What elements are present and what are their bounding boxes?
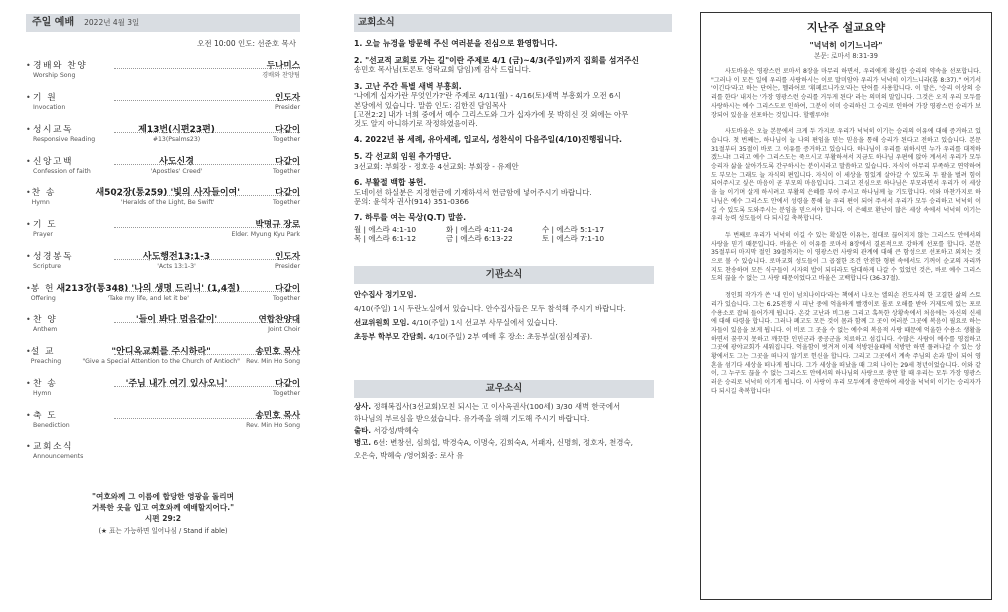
item-leader-ko: 다같이 [275,283,300,294]
item-name-ko: 신앙고백 [33,156,73,167]
item-name-ko: 성시교독 [33,124,73,135]
worship-header [26,14,300,32]
members-line-title: 상사. [354,401,372,411]
item-name-en: Scripture [33,262,62,270]
item-name-ko: 경배와 찬양 [33,61,88,72]
item-detail-ko: 사도행전13:1-3 [142,251,211,262]
sermon-summary [700,12,992,600]
item-detail-ko: "안디옥교회를 주시하라" [111,347,211,358]
sermon-paragraph: 사도바울은 영광스런 로마서 8장을 마무리 하면서, 우리에게 확실한 승리의 약속을 선포합니다. "그러나 이 모든 일에 우리를 사랑하시는 이로 말미암아 우리가 넉넉히 이기느니라(롬 8:37)." 여기서 '이긴다'라고 하는 단어는, 헬라어로 '휘페르니카오'라는 단어를 사용합니다. 이 말은, '승리 이상의 승리를 한다' 내지는 '가장 영광스런 승리를 거두게 된다' 라는 의미의 말입니다. 그것은 오직 우리 모두를 사랑하시는 예수 그리스도로 인하여, 그분이 이미 승리하신 그 승리로 인하여 가장 영광스런 승리가 보장되어 있음을 선포하는 것입니다. 할렐루야! [711,67,981,119]
institution-line-text: 4/10(주일) 2부 예배 후 장소: 초등부실(점심제공). [426,332,593,342]
item-name-en: Benediction [33,421,70,429]
members-line-text: 서강성/박혜숙 [371,426,419,436]
bullet-mark: • [26,188,31,198]
institution-line-title: 초등부 학부모 간담회. [354,332,427,342]
members-header [354,380,654,398]
dotted-leader [114,68,300,69]
sermon-reference: 본문: 로마서 8:31-39 [814,51,878,60]
item-detail [56,283,240,303]
order-list [26,60,300,461]
members-line [354,426,672,435]
item-detail-ko: '주님 내가 여기 있사오니' [125,378,228,389]
item-detail [113,124,240,144]
news-item-line: '나에게 십자가란 무엇인가?'란 주제로 4/11(월) - 4/16(토)새벽 부흥회가 오전 6시 [354,91,621,101]
item-leader [240,156,300,176]
qt-day: 화 | 에스라 4:11-24 [446,225,513,235]
news-list [354,39,672,223]
item-leader [240,314,300,334]
item-name-en: Responsive Reading [33,135,96,143]
item-leader-ko: 다같이 [275,124,300,135]
order-item [26,60,300,80]
item-name-ko: 성경봉독 [33,251,73,262]
item-leader-en: Elder. Myung Kyu Park [231,231,300,239]
item-detail [113,156,240,176]
bullet-mark: • [26,220,31,230]
item-detail-ko: 제13번(시편23편) [138,124,215,135]
item-name [31,346,83,366]
item-detail-en: 'Heralds of the Light, Be Swift' [120,199,215,207]
order-item [26,410,300,430]
institution-header [354,266,654,284]
institution-line [354,332,672,341]
item-name [33,441,113,461]
institution-line [354,318,672,327]
item-name-ko: 찬 송 [33,378,58,389]
item-name-en: Preaching [30,358,62,366]
item-leader-ko: 송민호 목사 [255,410,300,421]
dotted-leader [114,386,300,387]
item-leader-ko: 연합찬양대 [258,315,300,326]
dotted-leader [114,195,300,196]
item-leader-en: Presider [274,104,300,112]
item-leader [240,346,300,366]
news-item-line: 송민호 목사님(토론토 영락교회 담임)께 감사 드립니다. [354,65,531,75]
item-detail-ko: 새502장(통259) '빛의 사자들이여' [95,188,240,199]
members-line-text: 오은숙, 박혜숙 /영어회중: 로사 유 [354,450,464,460]
members-line-text: 하나님의 부르심을 받으셨습니다. 유가족을 위해 기도해 주시기 바랍니다. [354,413,590,423]
news-item [354,56,672,75]
item-detail [95,187,240,207]
news-item-line: 것도 알지 아니하기로 작정하였음이라. [354,119,478,129]
order-item [26,314,300,334]
dotted-leader [114,227,300,228]
members-list [354,402,672,460]
order-item [26,251,300,271]
sermon-title: "넉넉히 이기느니라" [809,40,883,50]
order-item [26,156,300,176]
item-leader [240,187,300,207]
bullet-mark: • [26,283,31,293]
item-leader-en: Together [273,199,300,207]
stand-note: (★ 표는 가능하면 일어나심 / Stand if able) [98,527,228,536]
item-name-ko: 찬 송 [31,188,56,199]
service-time: 오전 10:00 인도: 선준호 목사 [197,39,296,48]
item-name [33,314,113,334]
order-item [26,219,300,239]
qt-schedule [354,225,672,244]
members-line [354,414,672,423]
blessing-line: 거룩한 옷을 입고 여호와께 예배할지어다." [91,503,235,513]
members-line [354,451,672,460]
item-leader [240,410,300,430]
institution-line-text: 4/10(주일) 1시 선교부 사무실에서 있습니다. [409,318,558,328]
item-detail-en: 'Apostles' Creed' [150,167,203,175]
news-item-title: 6. 부활절 백합 봉헌. [354,178,427,188]
sermon-summary-header: 지난주 설교요약 [806,21,886,34]
news-item-title: 7. 하루를 여는 묵상(Q.T) 말씀. [354,213,467,223]
item-name [33,251,113,271]
dotted-leader [114,354,300,355]
item-name-en: Invocation [33,104,66,112]
order-item [26,346,300,366]
members-line [354,402,672,411]
item-name-ko: 교회소식 [33,442,73,453]
sermon-paragraph: 사도바울은 오늘 본문에서 크게 두 가지로 우리가 넉넉히 이기는 승리의 이유에 대해 증거하고 있습니다. 첫 번째는, 하나님이 늘 나의 편임을 믿는 믿음을 통해 승리가 된다고 전하고 있습니다. 본문 31절부터 35절이 바로 그 이유를 증거하고 있습니다. 하나님이 우리를 위하시면 누가 우리를 대적하겠느냐! 그리고 예수 그리스도는 죽으시고 부활하셔서 지금도 하나님 우편에 앉아 계셔서 우리가 모두 승리자 삶을 살아가도록 간구하시는 분이시라고 말씀하고 있습니다. 자식이 아무리 부족하고 연약하여도 부모는 그래도 늘 자식의 편입니다. 자식이 이 세상을 힘있게 살아갈 수 있도록 두 팔을 벌려 힘이 되어주시고 싶은 마음이 곧 부모의 마음입니다. 그리고 진심으로 하나님은 부모라면서 우리가 이 세상을 늘 이기며 살게 하시려고 부활의 은혜를 부어 주시고 하나님께 늘 기도합니다. 이와 마찬가지로 하나님은 예수 그리스도 안에서 성령을 통해 늘 우리 편이 되어 주셔서 우리가 모두 승리하고 넉넉히 이길 수 있도록 도와주시는 분임을 믿으셔야 합니다. 이 은혜로 환난이 많은 세상 속에서 넉넉히 이기는 우리 능력 성도들이 다 되시길 축복합니다. [711,128,981,223]
item-leader-ko: 다같이 [275,156,300,167]
item-name-ko: 설 교 [30,347,56,358]
item-detail [113,314,240,326]
item-name-ko: 기 원 [33,93,58,104]
sermon-paragraph: 두 번째로 우리가 넉넉히 이길 수 있는 확실한 이유는, 절대로 끊어지지 않는 그리스도 안에서의 사랑을 믿기 때문입니다. 바울은 이 이유를 로마서 8장에서 결론적으로 강하게 선포를 합니다. 본문 35절부터 마지막 절인 39절까지는 이 영광스런 사랑의 관계에 대해 큰 함성으로 선포하고 외치는 것으로 볼 수 있습니다. 로마교회 성도들이 그 곱절한 조건 안전한 형편 속에서도 기꺼이 순교의 자리까지도 찬송하며 모든 식구들이 시자의 밥이 되더라도 담대하게 나갈 수 있었던 것은, 바로 예수 그리스도의 끊을 수 없는 그 사랑 때문이었다고 바울은 고백합니다 (36-37절). [711,231,981,283]
item-leader-ko: 다같이 [275,378,300,389]
item-leader-en: 경배와 찬양팀 [262,72,300,80]
item-name [33,60,113,80]
item-detail-ko: 새213장(통348) '나의 생명 드리니' (1,4절) [56,283,240,294]
item-leader-en: Rev. Min Ho Song [246,358,300,366]
news-item-title: 5. 각 선교회 임원 추가명단. [354,152,452,162]
item-name-en: Offering [30,294,56,302]
order-item [26,441,300,461]
item-name-en: Hymn [31,199,50,207]
item-name [33,219,113,239]
news-item [354,135,672,145]
news-item-line: 도네이션 하실분은 지정헌금에 기재하셔서 헌금함에 넣어주시기 바랍니다. [354,187,592,197]
item-leader-en: Together [273,167,300,175]
item-name-ko: 찬 양 [33,315,58,326]
order-item [26,378,300,398]
institution-line-title: 안수집사 정기모임. [354,289,417,299]
item-name [33,124,113,144]
item-name [33,92,113,112]
dotted-leader [114,132,300,133]
news-item-line: 3선교회: 부회장 - 정호응 4선교회: 부회장 - 유제안 [354,161,519,171]
item-leader-en: Together [273,389,300,397]
institution-line-text: 4/10(주일) 1시 두란노실에서 있습니다. 안수집사들은 모두 참석해 주시기 바랍니다. [354,303,626,313]
item-name-ko: 봉 헌 [30,283,56,294]
item-name [32,187,96,207]
bullet-mark: • [26,124,31,134]
members-line-title: 병고. [354,438,372,448]
institution-line [354,304,672,313]
item-name [33,410,113,430]
item-name-en: Announcements [33,453,84,461]
item-detail [113,378,240,390]
bullet-mark: • [26,61,31,71]
item-detail-en: "Give a Special Attention to the Church of Antioch" [82,358,240,366]
item-name-ko: 축 도 [33,410,58,421]
news-header [354,14,672,32]
worship-date: 2022년 4월 3일 [84,18,140,28]
item-name-en: Anthem [33,326,58,334]
bullet-mark: • [26,442,31,452]
bullet-mark: • [26,347,31,357]
item-detail-ko: 사도신경 [159,156,194,167]
qt-day: 수 | 에스라 5:1-17 [542,225,605,235]
item-name-en: Worship Song [33,72,76,80]
qt-day: 월 | 에스라 4:1-10 [354,225,417,235]
item-name-en: Prayer [33,231,53,239]
dotted-leader [114,259,300,260]
item-detail [113,251,240,271]
members-title: 교우소식 [485,382,523,394]
item-name-ko: 기 도 [33,220,58,231]
item-leader-ko: 송민호 목사 [255,347,300,358]
item-leader-ko: 두나미스 [266,61,300,72]
order-item [26,92,300,112]
item-name [33,156,113,176]
news-item-line: 문의: 윤석자 권사(914) 351-0366 [354,197,469,207]
item-leader-ko: 박명규 장로 [255,220,300,231]
worship-title: 주일 예배 [32,16,75,28]
news-item-line: 본당에서 있습니다. 말씀 인도: 김한진 담임목사 [354,100,507,110]
item-detail-en: 'Take my life, and let it be' [107,294,189,302]
item-detail-en: 'Acts 13:1-3' [157,262,196,270]
institution-line-title: 선교위원회 모임. [354,318,410,328]
news-item-line: [고전2:2] 내가 너희 중에서 예수 그리스도와 그가 십자가에 못 박히신 것 외에는 아무 [354,109,629,119]
item-name [33,378,113,398]
news-title: 교회소식 [358,17,395,29]
news-item [354,178,672,206]
order-of-worship [26,14,300,604]
order-item [26,283,300,303]
item-leader [240,378,300,398]
item-leader [240,60,300,80]
item-leader [231,219,300,239]
sermon-paragraph: 정인회 작가가 쓴 '내 인이 넘치나이다'라는 책에서 나오는 엘의손 전도사의 한 고결한 삶의 스토리가 있습니다. 그는 6.25전쟁 시 피난 중에 억울하게 빨갱이로 몰로 오해를 받아 거제도에 있는 포로수용소로 잡혀 들어가게 됩니다. 온갖 고난과 비그름 그리고 혹독한 상황속에서 처음에는 자신의 신세에 대해 타령을 합니다. 그러나 폐고도 모든 것이 몸과 함께 그 곳이 여러분 그곳에 복음이 필요로 하는 자들이 있음을 보게 됩니다. 이 비로 그 곳을 수 없는 예수의 복음적 사랑 때문에 억울한 수용소 생활을 하면서 꿈꾸지 못하고 깨끗한 인민군과 중공군을 치료하고 섬깁니다. 수많은 사람이 예수를 영접하고 그곳에 광야교회가 세워집니다. 억울함이 벗겨져 이제 석방된을때에 석방만 하면 풀려나갈 수 있는 상황에서도 그는 그곳을 떠나지 않기로 헌신을 합니다. 그리고 그곳에서 계속 주님의 손과 발이 되어 영혼을 섬기다 세상을 떠나게 됩니다. 그가 세상을 떠났을 때 그의 나이는 29세 청년이었습니다. 이와 같이, 그 누구도 끊을 수 없는 그리스도 안에서의 하나님의 사랑으로 충만 할 때 우리는 모두 가장 영광스러운 승리로 넉넉히 이기게 됩니다. 이 사랑이 우리 모두에게 충만하여 세상을 넉넉히 이기는 승리자가 다 되시길 축복합니다! [711,292,981,395]
item-leader-en: Rev. Min Ho Song [246,421,300,429]
item-leader-en: Joint Choir [268,326,300,334]
sermon-body [711,68,981,397]
item-leader-ko: 인도자 [275,93,300,104]
item-leader [240,124,300,144]
item-leader [240,251,300,271]
item-leader-en: Presider [274,262,300,270]
item-leader-ko: 다같이 [275,188,300,199]
blessing-reference: 시편 29:2 [144,514,182,524]
dotted-leader [114,418,300,419]
item-leader-ko: 인도자 [275,251,300,262]
order-item [26,187,300,207]
item-name-en: Hymn [33,389,52,397]
bullet-mark: • [26,378,31,388]
dotted-leader [114,164,300,165]
news-item [354,152,672,171]
item-leader [240,283,300,303]
news-item-title: 3. 고난 주간 특별 새벽 부흥회. [354,81,462,91]
blessing-verse [26,491,300,524]
dotted-leader [114,100,300,101]
qt-day: 토 | 에스라 7:1-10 [542,234,605,244]
members-line [354,438,672,447]
news-item-title: 4. 2022년 봄 세례, 유아세례, 입교식, 성찬식이 다음주일(4/10)진행됩니다. [354,135,622,145]
qt-day: 목 | 에스라 6:1-12 [354,234,417,244]
item-detail [82,346,240,366]
item-name [31,283,57,303]
item-detail-en: #13(Psalms23) [152,135,201,143]
news-item [354,213,672,223]
item-name-en: Confession of faith [33,167,91,175]
item-leader-en: Together [273,294,300,302]
qt-day: 금 | 에스라 6:13-22 [446,234,513,244]
institution-list [354,290,672,342]
bullet-mark: • [26,410,31,420]
news-item [354,82,672,129]
news-item-title: 2. "선교적 교회로 가는 길"이란 주제로 4/1 (금)~4/3(주일)까지 집회를 섬겨주신 [354,55,639,65]
institution-title: 기관소식 [485,268,523,280]
bullet-mark: • [26,156,31,166]
bullet-mark: • [26,251,31,261]
item-leader-en: Together [273,135,300,143]
church-news-column [354,14,672,604]
institution-line [354,290,672,299]
order-item [26,124,300,144]
members-line-title: 출타. [354,426,372,436]
blessing-line: "여호와께 그 이름에 합당한 영광을 돌리며 [92,492,234,502]
news-item [354,39,672,49]
item-detail-ko: '들이 봐다 멈음같이' [135,315,218,326]
news-item-title: 1. 오늘 뉴경을 방문해 주신 여러분을 진심으로 환영합니다. [354,39,558,48]
bullet-mark: • [26,93,31,103]
members-line-text: 정해복집사(3선교회)모친 되시는 고 이사옥권사(100세) 3/30 새벽 한국에서 [371,401,621,411]
dotted-leader [114,291,300,292]
bullet-mark: • [26,315,31,325]
members-line-text: 6선: 변창선, 심희섭, 박경숙A, 이명숙, 김희숙A, 서패자, 신명희, 정호자, 천경숙, [371,438,633,448]
item-leader [240,92,300,112]
dotted-leader [114,322,300,323]
